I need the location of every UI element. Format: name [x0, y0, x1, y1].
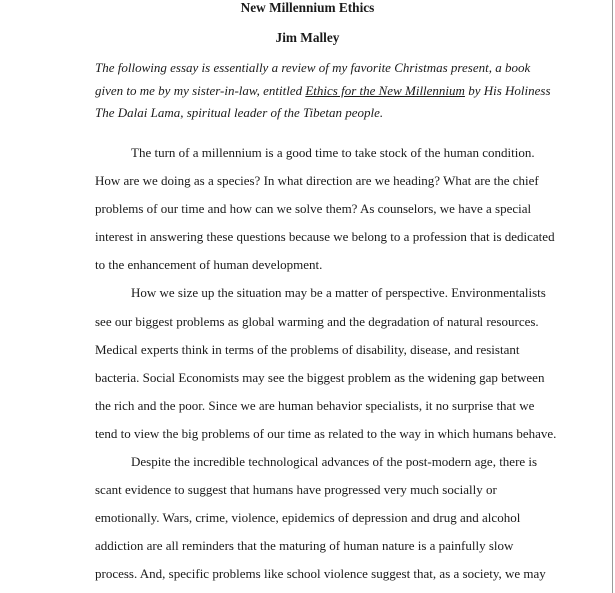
text-line: addiction are all reminders that the maturing of human nature is a painfully slow — [95, 538, 514, 554]
intro-line — [95, 80, 551, 103]
text-line: to the enhancement of human development. — [95, 257, 323, 273]
text-line: the rich and the poor. Since we are human behavior specialists, it no surprise that we — [95, 397, 535, 413]
document-title: New Millennium Ethics — [240, 0, 375, 15]
text-line: scant evidence to suggest that humans have progressed very much socially or — [95, 482, 497, 498]
text-line: process. And, specific problems like school violence suggest that, as a society, we may — [95, 566, 546, 582]
text-line: interest in answering these questions because we belong to a profession that is dedicated — [95, 229, 555, 245]
author-name: Jim Malley — [275, 30, 340, 45]
text-line: see our biggest problems as global warming and the degradation of natural resources. — [95, 313, 539, 329]
intro-text: by His Holiness — [464, 82, 551, 98]
intro-line: The Dalai Lama, spiritual leader of the Tibetan people. — [95, 105, 384, 120]
paragraph — [95, 279, 557, 448]
paragraph — [95, 139, 555, 279]
text-line: How are we doing as a species? In what direction are we heading? What are the chief — [95, 173, 539, 189]
text-line: The turn of a millennium is a good time to take stock of the human condition. — [131, 145, 535, 160]
text-line: How we size up the situation may be a matter of perspective. Environmentalists — [131, 285, 546, 301]
intro-paragraph — [95, 57, 551, 125]
text-line: problems of our time and how can we solve them? As counselors, we have a special — [95, 201, 532, 217]
text-line: Medical experts think in terms of the problems of disability, disease, and resistant — [95, 341, 520, 357]
page-border — [612, 0, 613, 593]
book-title: Ethics for the New Millennium — [305, 82, 465, 98]
intro-line: The following essay is essentially a review of my favorite Christmas present, a book — [95, 60, 531, 75]
text-line: emotionally. Wars, crime, violence, epidemics of depression and drug and alcohol — [95, 510, 521, 526]
text-line: bacteria. Social Economists may see the biggest problem as the widening gap between — [95, 369, 545, 385]
text-line: tend to view the big problems of our time as related to the way in which humans behave. — [95, 425, 557, 441]
intro-text: given to me by my sister-in-law, entitled — [95, 82, 306, 98]
text-line: Despite the incredible technological advances of the post-modern age, there is — [131, 454, 538, 470]
paragraph — [95, 448, 546, 588]
essay-body — [95, 139, 557, 589]
